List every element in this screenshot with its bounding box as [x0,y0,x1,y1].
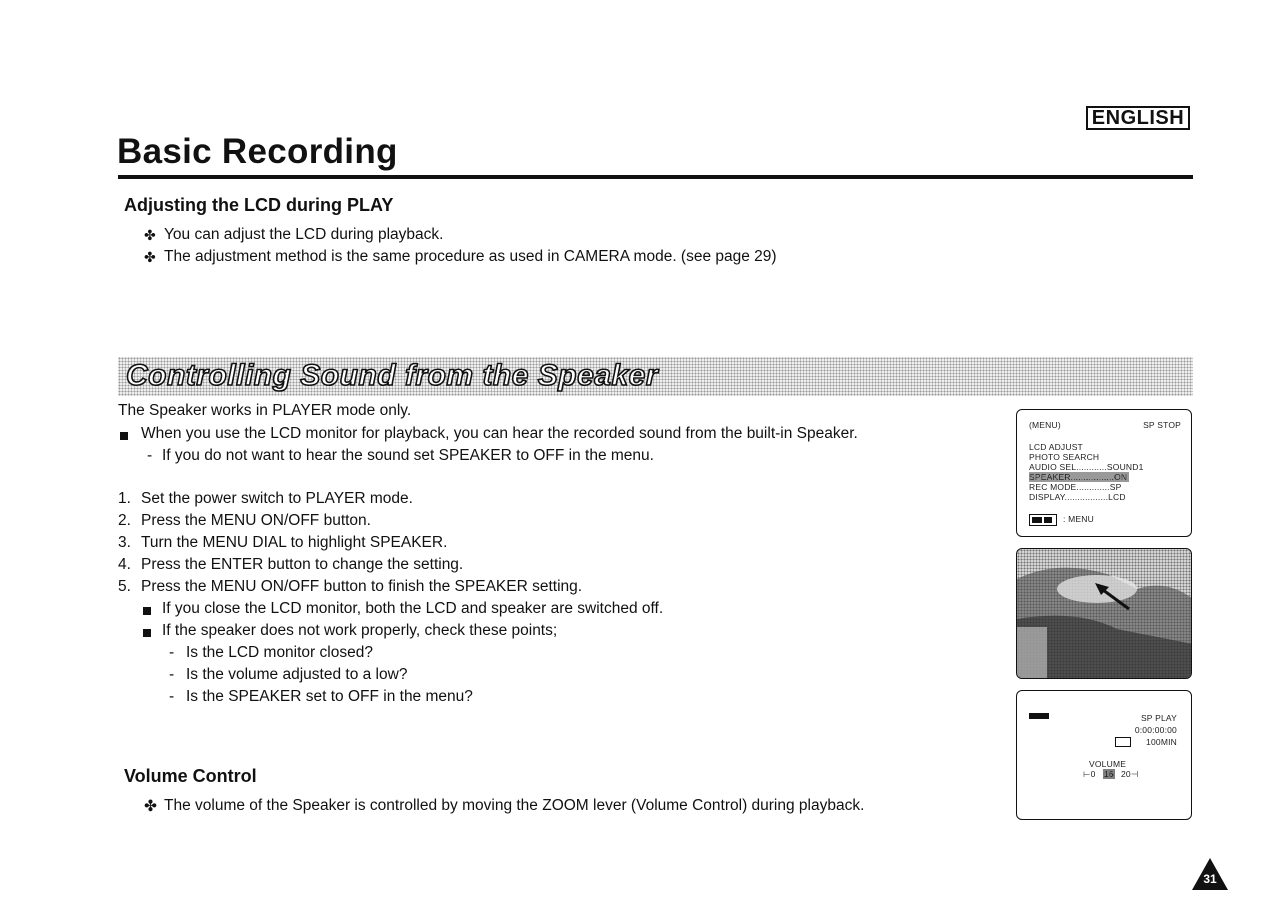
volume-scale-value: 16 [1104,769,1114,779]
dash-icon: - [169,666,175,683]
step-text: Press the MENU ON/OFF button. [141,512,371,529]
section-banner [118,357,1193,396]
list-item-text: You can adjust the LCD during playback. [164,226,444,243]
step-number: 5. [118,578,131,595]
dash-icon: - [147,447,153,464]
menu-item-highlighted: SPEAKER.................ON [1029,472,1128,482]
language-tag: ENGLISH [1086,106,1190,130]
volume-bullet-text: The volume of the Speaker is controlled by moving the ZOOM lever (Volume Control) during playback. [164,797,865,814]
note-text: If the speaker does not work properly, check these points; [162,622,558,639]
step-number: 3. [118,534,131,551]
menu-button-icon [1029,514,1057,526]
note-text: When you use the LCD monitor for playback, you can hear the recorded sound from the built-in Speaker. [141,425,858,442]
step-number: 1. [118,490,131,507]
list-item [144,225,1044,247]
page-number: 31 [1203,872,1217,886]
volume-scale-min: ⊢0 [1083,769,1096,779]
step-text: Press the ENTER button to change the setting. [141,556,464,573]
bullet-icon: ✤ [144,798,157,815]
square-bullet-icon [143,629,151,637]
menu-item: AUDIO SEL............SOUND1 [1029,462,1144,472]
step-text: Set the power switch to PLAYER mode. [141,490,413,507]
step-text: Press the MENU ON/OFF button to finish the SPEAKER setting. [141,578,583,595]
tape-remaining: 100MIN [1146,737,1177,747]
menu-item: DISPLAY.................LCD [1029,492,1126,502]
step-number: 2. [118,512,131,529]
menu-item: PHOTO SEARCH [1029,452,1100,462]
menu-status: SP STOP [1143,420,1181,430]
menu-item: LCD ADJUST [1029,442,1083,452]
section-heading-volume: Volume Control [124,766,257,786]
dash-icon: - [169,644,175,661]
intro-text: The Speaker works in PLAYER mode only. [118,402,412,419]
list-item-text: The adjustment method is the same procedure as used in CAMERA mode. (see page 29) [164,248,777,265]
menu-screen-illustration [1016,409,1192,537]
banner-title: Controlling Sound from the Speaker [126,359,659,392]
menu-title: (MENU) [1029,420,1061,430]
check-text: Is the SPEAKER set to OFF in the menu? [186,688,473,705]
note-text: If you close the LCD monitor, both the LCD and speaker are switched off. [162,600,664,617]
note-subtext: If you do not want to hear the sound set SPEAKER to OFF in the menu. [162,447,654,464]
dash-icon: - [169,688,175,705]
camcorder-photo [1016,548,1192,679]
volume-scale-max: 20⊣ [1121,769,1139,779]
step-number: 4. [118,556,131,573]
section-heading-lcd: Adjusting the LCD during PLAY [124,195,394,215]
square-bullet-icon [143,607,151,615]
tape-counter: 0:00:00:00 [1134,725,1177,735]
menu-footer: : MENU [1063,514,1094,524]
camcorder-illustration [1017,549,1192,679]
menu-item: REC MODE.............SP [1029,482,1122,492]
check-text: Is the volume adjusted to a low? [186,666,408,683]
step-text: Turn the MENU DIAL to highlight SPEAKER. [141,534,448,551]
list-item [144,247,1044,269]
tape-icon [1115,737,1131,747]
check-text: Is the LCD monitor closed? [186,644,373,661]
bullet-icon: ✤ [144,249,156,265]
volume-screen-illustration [1016,690,1192,820]
bullet-icon: ✤ [144,227,156,243]
section1-bullets [144,225,1044,269]
page-title: Basic Recording [117,132,398,171]
battery-icon [1029,713,1049,719]
square-bullet-icon [120,432,128,440]
volume-label: VOLUME [1089,759,1127,769]
title-rule [118,175,1193,179]
play-mode: SP PLAY [1140,713,1177,723]
